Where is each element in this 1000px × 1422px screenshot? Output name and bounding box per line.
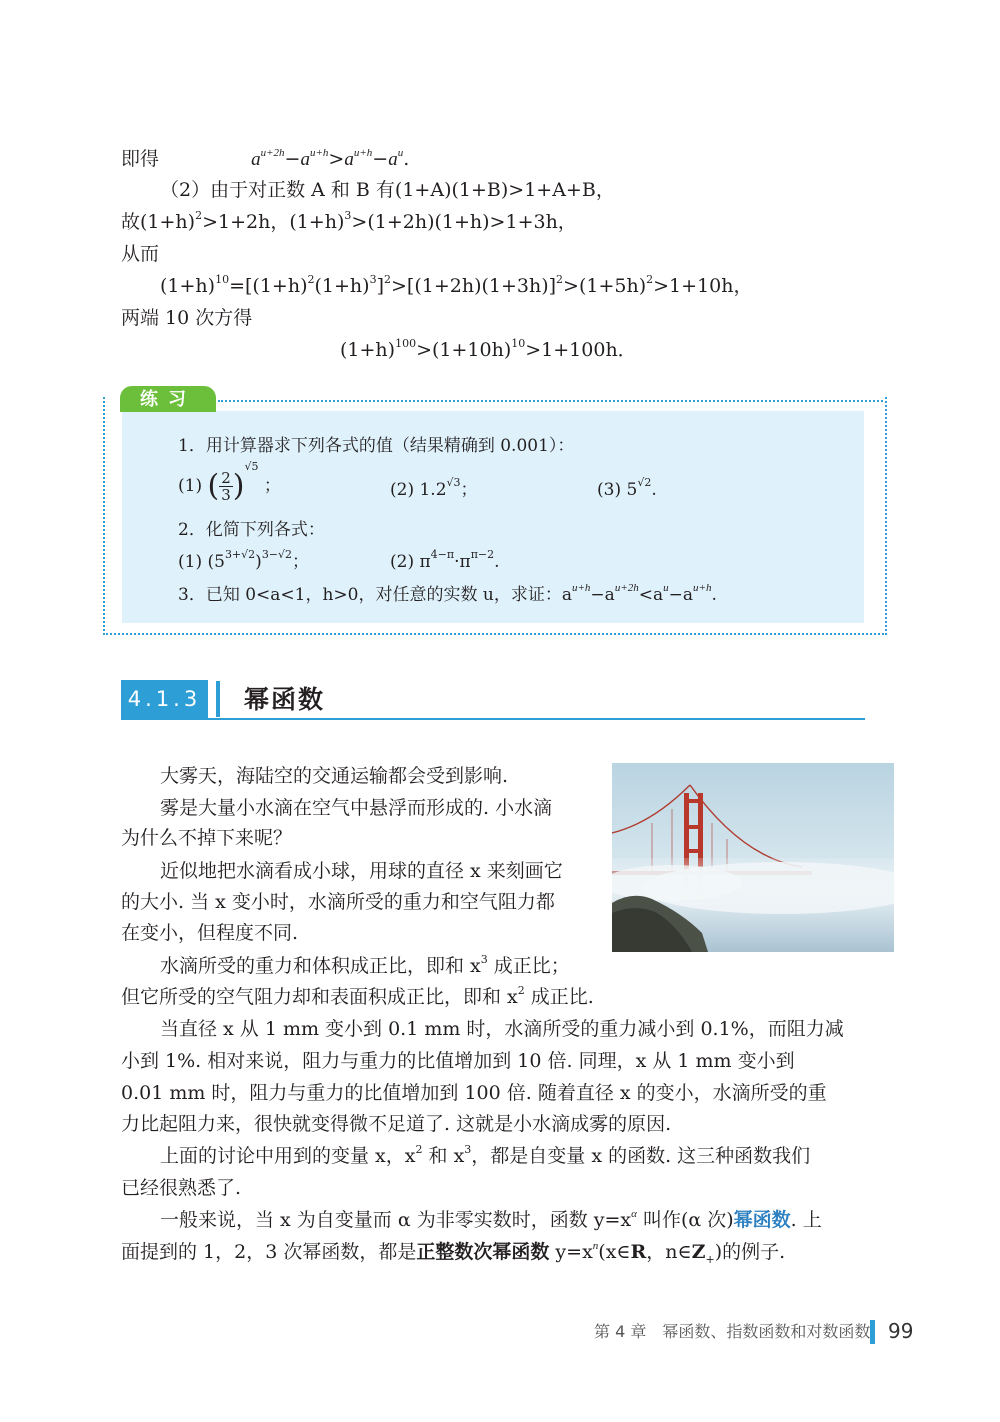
proof-line-6: 两端 10 次方得 <box>121 307 253 329</box>
para-7-line-1: 一般来说，当 x 为自变量而 α 为非零实数时，函数 $y=x^\alpha$ 叫作(α 次)幂函数. 上 <box>160 1207 822 1231</box>
proof-line-4: 从而 <box>121 243 160 265</box>
exercise-q1-2: (2) $1.2^{√3}$； <box>390 476 478 500</box>
para-7-line-2: 面提到的 1，2，3 次幂函数，都是正整数次幂函数 $y=x^n(x\in R$，$n\in Z_+$)的例子. <box>121 1239 786 1266</box>
section-title: 幂函数 <box>244 685 326 714</box>
exercise-q1-1: (1) ( $\frac{2}{3}$ )$^{√5}$ ； <box>178 460 281 504</box>
chapter-footer: 第 4 章 幂函数、指数函数和对数函数 <box>594 1322 871 1341</box>
fog-bridge-photo <box>612 763 894 952</box>
para-4-line-1: 水滴所受的重力和体积成正比，即和 $x^3$ 成正比； <box>160 952 570 977</box>
para-4-line-2: 但它所受的空气阻力却和表面积成正比，即和 $x^2$ 成正比. <box>121 983 594 1008</box>
para-3-line-3: 在变小，但程度不同. <box>121 922 299 944</box>
para-5-line-3: 0.01 mm 时，阻力与重力的比值增加到 100 倍. 随着直径 x 的变小，水滴所受的重 <box>121 1082 827 1104</box>
term-positive-integer-power-function: 正整数次幂函数 <box>416 1241 550 1263</box>
golden-gate-bridge-image <box>612 763 894 952</box>
para-5-line-1: 当直径 x 从 1 mm 变小到 0.1 mm 时，水滴所受的重力减小到 0.1%，而阻力减 <box>160 1018 844 1040</box>
para-3-line-1: 近似地把水滴看成小球，用球的直径 x 来刻画它 <box>160 860 563 882</box>
exercise-q1: 1．用计算器求下列各式的值（结果精确到 0.001）： <box>178 436 575 456</box>
exercise-q1-3: (3) $5^{√2}$. <box>597 476 657 500</box>
term-power-function: 幂函数 <box>733 1209 791 1231</box>
footer-divider <box>870 1320 875 1344</box>
exercise-tab: 练习 <box>120 386 216 412</box>
proof-line-3: 故$(1+h)^2>1+2h$，$(1+h)^3>(1+2h)(1+h)>1+3h$， <box>121 208 577 233</box>
proof-line-7: $(1+h)^{100}>(1+10h)^{10}>1+100h$． <box>340 336 637 361</box>
para-5-line-4: 力比起阻力来，很快就变得微不足道了. 这就是小水滴成雾的原因. <box>121 1113 672 1135</box>
proof-line-2: （2）由于对正数 A 和 B 有(1+A)(1+B)>1+A+B， <box>160 179 615 201</box>
page-number: 99 <box>888 1319 914 1343</box>
section-number: 4.1.3 <box>121 680 208 718</box>
para-6-line-2: 已经很熟悉了. <box>121 1177 242 1199</box>
exercise-q2-2: (2) $\pi^{4-\pi}\cdot\pi^{\pi-2}$. <box>390 548 500 572</box>
section-rule <box>121 718 865 720</box>
para-2-line-1: 雾是大量小水滴在空气中悬浮而形成的. 小水滴 <box>160 797 553 819</box>
exercise-q2: 2．化简下列各式： <box>178 520 325 540</box>
para-5-line-2: 小到 1%. 相对来说，阻力与重力的比值增加到 10 倍. 同理，x 从 1 mm 变小到 <box>121 1050 795 1072</box>
exercise-q2-1: (1) $(5^{3+√2})^{3-√2}$； <box>178 548 310 572</box>
para-2-line-2: 为什么不掉下来呢？ <box>121 827 293 849</box>
para-3-line-2: 的大小. 当 x 变小时，水滴所受的重力和空气阻力都 <box>121 891 555 913</box>
proof-line-1: 即得 $a^{u+2h}-a^{u+h}>a^{u+h}-a^u$. <box>121 146 410 170</box>
exercise-q3: 3．已知 0<a<1，h>0，对任意的实数 u，求证：$a^{u+h}-a^{u+2h}<a^u-a^{u+h}$. <box>178 582 717 605</box>
exercise-frame-top <box>218 400 883 402</box>
para-6-line-1: 上面的讨论中用到的变量 x，$x^2$ 和 $x^3$，都是自变量 x 的函数. 这三种函数我们 <box>160 1142 811 1167</box>
proof-line-5: $(1+h)^{10}=[(1+h)^2(1+h)^3]^2>[(1+2h)(1+3h)]^2>(1+5h)^2>1+10h$， <box>160 272 753 297</box>
para-1: 大雾天，海陆空的交通运输都会受到影响. <box>160 765 509 787</box>
section-divider <box>216 681 220 717</box>
